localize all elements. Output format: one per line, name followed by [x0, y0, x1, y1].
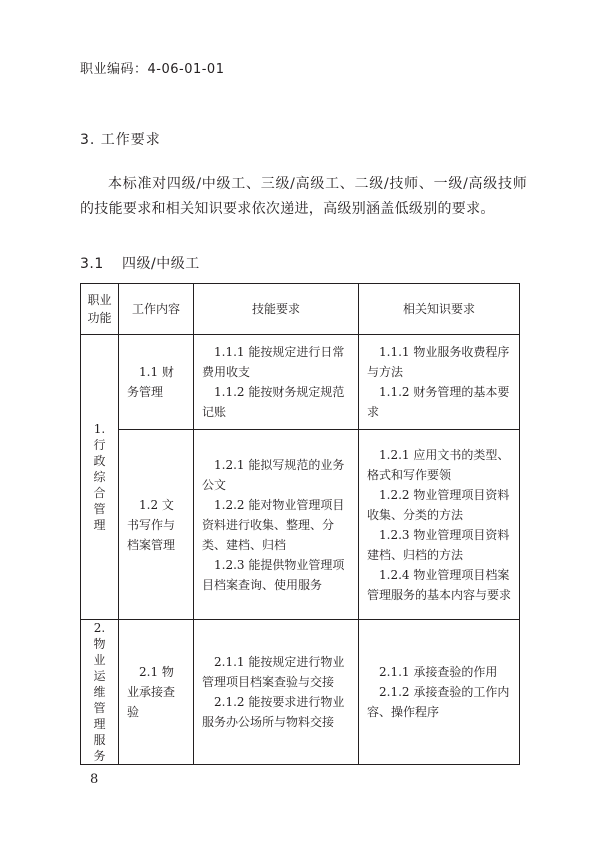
knowledge-cell: 1.2.1 应用文书的类型、格式和写作要领 1.2.2 物业管理项目资料收集、分类的方法 1.2.3 物业管理项目资料建档、归档的方法 1.2.4 物业管理项目档案管理服务的基本内容与要求: [359, 430, 520, 620]
section-title: 3. 工作要求: [80, 132, 161, 148]
content-cell: 2.1 物业承接查验: [119, 620, 194, 765]
header-skills: 技能要求: [194, 284, 359, 335]
table-row: [81, 430, 520, 620]
header-function: 职业功能: [81, 284, 119, 335]
subsection-title: 四级/中级工: [122, 256, 200, 272]
skills-cell: 1.2.1 能拟写规范的业务公文 1.2.2 能对物业管理项目资料进行收集、整理、分类、建档、归档 1.2.3 能提供物业管理项目档案查询、使用服务: [194, 430, 359, 620]
content-cell: 1.2 文书写作与档案管理: [119, 430, 194, 620]
requirements-table: [80, 283, 520, 765]
knowledge-cell: 1.1.1 物业服务收费程序与方法 1.1.2 财务管理的基本要求: [359, 335, 520, 430]
function-cell: [81, 335, 119, 620]
function-label: 1. 行 政 综 合 管 理: [93, 422, 106, 532]
table-row: [81, 620, 520, 765]
occupation-code: 职业编码：4-06-01-01: [80, 62, 225, 77]
function-cell: [81, 620, 119, 765]
skills-cell: 2.1.1 能按规定进行物业管理项目档案查验与交接 2.1.2 能按要求进行物业服务办公场所与物料交接: [194, 620, 359, 765]
section-intro: 本标准对四级/中级工、三级/高级工、二级/技师、一级/高级技师的技能要求和相关知识要求依次递进，高级别涵盖低级别的要求。: [80, 176, 527, 217]
page-number: 8: [90, 772, 99, 787]
table-row: [81, 335, 520, 430]
table-header-row: [81, 284, 520, 335]
subsection-heading: [80, 253, 200, 273]
knowledge-cell: 2.1.1 承接查验的作用 2.1.2 承接查验的工作内容、操作程序: [359, 620, 520, 765]
header-content: 工作内容: [119, 284, 194, 335]
function-label: 2. 物 业 运 维 管 理 服 务: [93, 621, 106, 763]
content-cell: 1.1 财务管理: [119, 335, 194, 430]
subsection-number: 3.1: [80, 256, 104, 272]
skills-cell: 1.1.1 能按规定进行日常费用收支 1.1.2 能按财务规定规范记账: [194, 335, 359, 430]
header-knowledge: 相关知识要求: [359, 284, 520, 335]
